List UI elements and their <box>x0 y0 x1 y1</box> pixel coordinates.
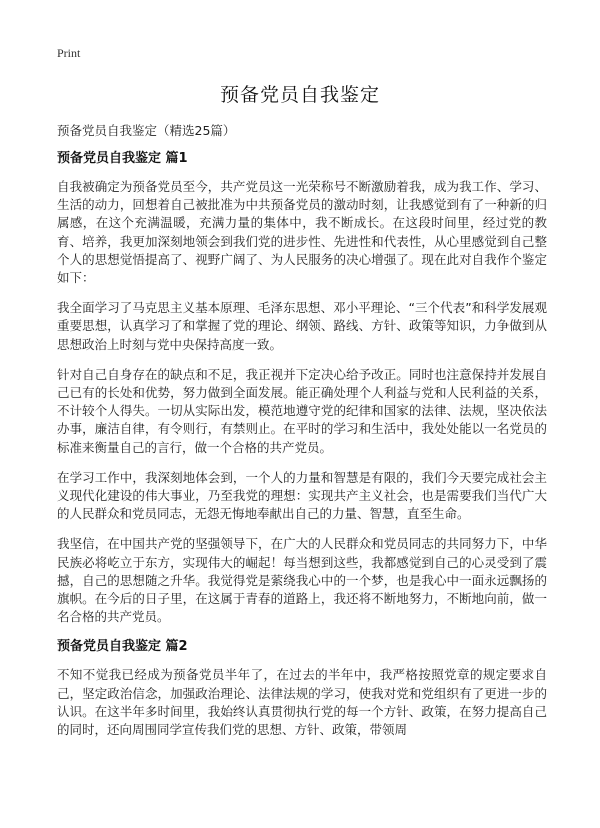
paragraph: 不知不觉我已经成为预备党员半年了，在过去的半年中，我严格按照党章的规定要求自己，坚定政治信念，加强政治理论、法律法规的学习，使我对党和党组织有了更进一步的认识。在这半年多时间里，我始终认真贯彻执行党的每一个方针、政策，在努力提高自己的同时，还向周围同学宣传我们党的思想、方针、政策，带领周 <box>57 667 547 738</box>
section-1 <box>57 150 547 626</box>
paragraph: 在学习工作中，我深刻地体会到，一个人的力量和智慧是有限的，我们今天要完成社会主义现代化建设的伟大事业，乃至我党的理想：实现共产主义社会，也是需要我们当代广大的人民群众和党员同志，无怨无悔地奉献出自己的力量、智慧，直至生命。 <box>57 469 547 522</box>
page-title: 预备党员自我鉴定 <box>219 84 380 106</box>
section-heading: 预备党员自我鉴定 篇2 <box>57 639 188 655</box>
print-link[interactable]: Print <box>57 46 81 60</box>
document-subtitle: 预备党员自我鉴定（精选25篇） <box>57 123 236 138</box>
paragraph: 我全面学习了马克思主义基本原理、毛泽东思想、邓小平理论、“三个代表”和科学发展观重要思想，认真学习了和掌握了党的理论、纲领、路线、方针、政策等知识，力争做到从思想政治上时刻与党中央保持高度一致。 <box>57 300 547 352</box>
document-body <box>57 150 547 751</box>
section-heading: 预备党员自我鉴定 篇1 <box>57 151 188 166</box>
paragraph: 我坚信，在中国共产党的坚强领导下，在广大的人民群众和党员同志的共同努力下，中华民族必将屹立于东方，实现伟大的崛起！每当想到这些，我都感觉到自己的心灵受到了震撼，自己的思想随之升华。我觉得党是萦绕我心中的一个梦，也是我心中一面永远飘扬的旗帜。在今后的日子里，在这属于青春的道路上，我还将不断地努力，不断地向前，做一名合格的共产党员。 <box>57 536 547 625</box>
section-2 <box>57 638 547 739</box>
paragraph: 针对自己自身存在的缺点和不足，我正视并下定决心给予改正。同时也注意保持并发展自己已有的长处和优势，努力做到全面发展。能正确处理个人利益与党和人民利益的关系，不计较个人得失。一切从实际出发，模范地遵守党的纪律和国家的法律、法规，坚决依法办事，廉洁自律，有令则行，有禁则止。在平时的学习和生活中，我处处能以一名党员的标准来衡量自己的言行，做一个合格的共产党员。 <box>57 366 547 455</box>
paragraph: 自我被确定为预备党员至今，共产党员这一光荣称号不断激励着我，成为我工作、学习、生活的动力，回想着自己被批准为中共预备党员的激动时刻，让我感觉到有了一种新的归属感，在这个充满温暖，充满力量的集体中，我不断成长。在这段时间里，经过党的教育、培养，我更加深刻地领会到我们党的进步性、先进性和代表性，从心里感觉到自己整个人的思想觉悟提高了、视野广阔了、为人民服务的决心增强了。现在此对自我作个鉴定如下： <box>57 179 547 286</box>
